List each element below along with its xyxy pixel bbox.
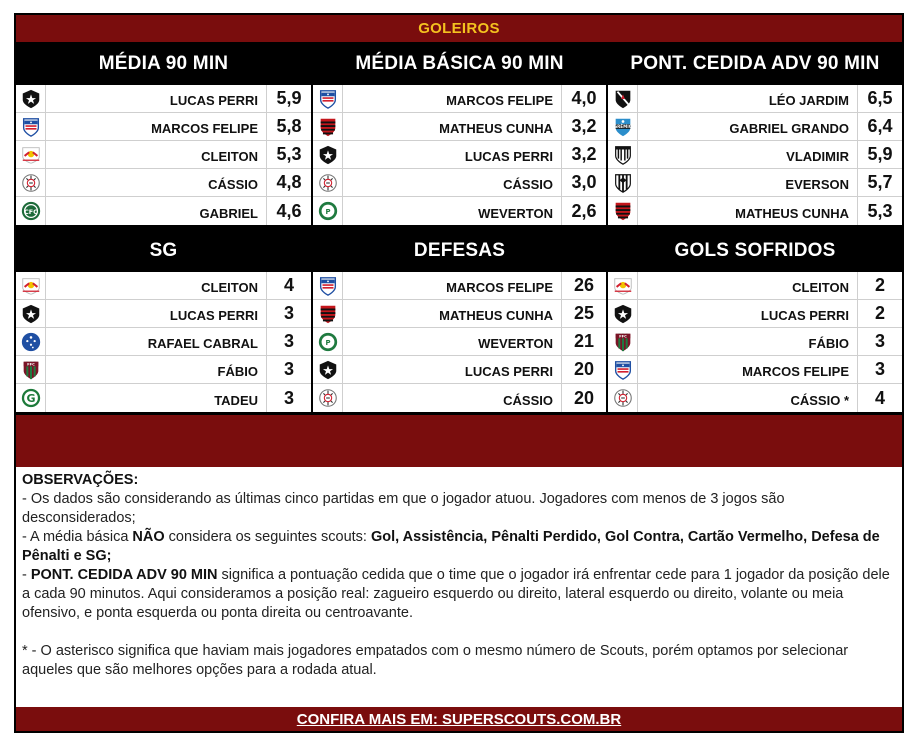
corinthians-crest-icon: [313, 384, 343, 412]
panel-header: MÉDIA BÁSICA 90 MIN: [355, 52, 564, 74]
superscouts-link[interactable]: CONFIRA MAIS EM: SUPERSCOUTS.COM.BR: [296, 710, 622, 728]
player-row: [313, 113, 606, 141]
player-name: EVERSON: [785, 177, 849, 192]
player-name: GABRIEL: [199, 205, 258, 221]
player-row: [313, 328, 606, 356]
player-stat-value: 3: [857, 356, 902, 383]
player-row: [16, 113, 311, 141]
coritiba-crest-icon: [16, 197, 46, 225]
observations: [16, 467, 902, 707]
stats-panel: [16, 42, 311, 225]
corinthians-crest-icon: [16, 169, 46, 196]
panel-header: MÉDIA 90 MIN: [98, 52, 229, 74]
player-stat-value: 3: [266, 356, 311, 383]
bragantino-crest-icon: [608, 272, 638, 299]
botafogo-crest-icon: [608, 300, 638, 327]
atletico-mg-crest-icon: [608, 169, 638, 196]
player-name: LÉO JARDIM: [768, 93, 849, 108]
player-row: [608, 384, 902, 412]
observation-3: - PONT. CEDIDA ADV 90 MIN significa a pontuação cedida que o time que o jogador irá enfrentar cede para 1 jogador da posição dele a cada 90 minutos. Aqui consideramos a posição real: zagueiro esquerdo ou direito, lateral esquerdo ou direito, volante ou meia ofensivo, e ponta esquerda ou ponta direita ou centroavante.: [22, 567, 890, 621]
panel-header: PONT. CEDIDA ADV 90 MIN: [630, 52, 880, 74]
player-name: FÁBIO: [217, 364, 258, 379]
player-name: MARCOS FELIPE: [446, 280, 553, 295]
observation-4: * - O asterisco significa que haviam mais jogadores empatados com o mesmo número de Scouts, porém optamos por selecionar aqueles que são melhores opções para a rodada atual.: [22, 643, 849, 678]
player-stat-value: 3: [266, 328, 311, 355]
player-name: VLADIMIR: [786, 149, 849, 164]
bahia-crest-icon: [313, 85, 343, 112]
stats-panel: [608, 42, 902, 225]
bragantino-crest-icon: [16, 272, 46, 299]
panel-header: GOLS SOFRIDOS: [674, 239, 836, 261]
player-stat-value: 4,8: [266, 169, 311, 196]
player-row: [16, 197, 311, 225]
flamengo-crest-icon: [313, 113, 343, 140]
panel-rows: [313, 85, 606, 225]
stats-panel: [313, 42, 606, 225]
player-row: [313, 169, 606, 197]
gremio-crest-icon: [608, 113, 638, 140]
player-row: [313, 300, 606, 328]
player-row: [16, 328, 311, 356]
panel-header: SG: [149, 239, 178, 261]
player-row: [608, 328, 902, 356]
player-name: GABRIEL GRANDO: [729, 121, 849, 136]
player-name: CLEITON: [792, 280, 849, 295]
player-stat-value: 3: [266, 384, 311, 412]
palmeiras-crest-icon: [313, 328, 343, 355]
panel-rows: [608, 272, 902, 412]
player-name: MARCOS FELIPE: [742, 364, 849, 379]
svg-text:FFC: FFC: [26, 361, 35, 366]
stats-panel: [16, 229, 311, 412]
player-stat-value: 25: [561, 300, 606, 327]
player-name: LUCAS PERRI: [169, 308, 258, 323]
observations-heading: OBSERVAÇÕES:: [22, 472, 139, 488]
observation-2: - A média básica NÃO considera os seguintes scouts: Gol, Assistência, Pênalti Perdido, Gol Contra, Cartão Vermelho, Defesa de Pênalti e SG;: [22, 529, 880, 564]
player-row: [16, 356, 311, 384]
player-name: CÁSSIO *: [790, 392, 849, 408]
player-name: LUCAS PERRI: [464, 364, 553, 379]
svg-text:CFC: CFC: [23, 207, 38, 216]
player-row: [16, 85, 311, 113]
player-stat-value: 4: [266, 272, 311, 299]
player-name: TADEU: [214, 392, 258, 408]
bragantino-crest-icon: [16, 141, 46, 168]
player-row: [313, 356, 606, 384]
botafogo-crest-icon: [313, 141, 343, 168]
player-name: WEVERTON: [478, 205, 553, 221]
player-name: CÁSSIO: [503, 392, 553, 408]
player-stat-value: 4: [857, 384, 902, 412]
player-name: MATHEUS CUNHA: [735, 205, 849, 221]
player-row: [313, 141, 606, 169]
player-name: MATHEUS CUNHA: [439, 121, 553, 136]
player-stat-value: 4,0: [561, 85, 606, 112]
player-row: [608, 113, 902, 141]
fluminense-crest-icon: [608, 328, 638, 355]
player-row: [608, 197, 902, 225]
player-name: LUCAS PERRI: [169, 93, 258, 108]
player-name: RAFAEL CABRAL: [147, 336, 258, 351]
player-stat-value: 6,4: [857, 113, 902, 140]
observation-1: - Os dados são considerando as últimas cinco partidas em que o jogador atuou. Jogadores com menos de 3 jogos são desconsiderados;: [22, 491, 785, 526]
player-stat-value: 5,3: [266, 141, 311, 168]
panel-rows: [313, 272, 606, 412]
bahia-crest-icon: [313, 272, 343, 299]
player-stat-value: 20: [561, 384, 606, 412]
palmeiras-crest-icon: [313, 197, 343, 225]
player-name: CÁSSIO: [503, 177, 553, 192]
svg-text:G: G: [25, 392, 36, 406]
player-stat-value: 3: [266, 300, 311, 327]
player-stat-value: 6,5: [857, 85, 902, 112]
section-title: GOLEIROS: [16, 15, 902, 42]
player-name: MARCOS FELIPE: [151, 121, 258, 136]
player-stat-value: 21: [561, 328, 606, 355]
panel-rows: [16, 85, 311, 225]
player-row: [16, 300, 311, 328]
botafogo-crest-icon: [16, 300, 46, 327]
panel-header: DEFESAS: [413, 239, 506, 261]
player-stat-value: 3,2: [561, 113, 606, 140]
svg-text:P: P: [324, 338, 331, 347]
player-stat-value: 26: [561, 272, 606, 299]
player-name: MATHEUS CUNHA: [439, 308, 553, 323]
player-name: CLEITON: [201, 280, 258, 295]
player-name: CLEITON: [201, 149, 258, 164]
player-stat-value: 5,3: [857, 197, 902, 225]
flamengo-crest-icon: [313, 300, 343, 327]
player-stat-value: 4,6: [266, 197, 311, 225]
goalkeeper-stats-card: [14, 13, 904, 733]
player-row: [313, 384, 606, 412]
player-name: FÁBIO: [808, 336, 849, 351]
spacer-band: [16, 415, 902, 467]
player-stat-value: 3,2: [561, 141, 606, 168]
player-row: [608, 356, 902, 384]
player-stat-value: 2: [857, 272, 902, 299]
player-stat-value: 5,9: [266, 85, 311, 112]
player-stat-value: 3: [857, 328, 902, 355]
flamengo-crest-icon: [608, 197, 638, 225]
player-row: [313, 85, 606, 113]
player-row: [608, 300, 902, 328]
bahia-crest-icon: [16, 113, 46, 140]
svg-text:GRÊMIO: GRÊMIO: [613, 123, 632, 129]
player-row: [16, 169, 311, 197]
fluminense-crest-icon: [16, 356, 46, 383]
player-stat-value: 5,8: [266, 113, 311, 140]
player-name: MARCOS FELIPE: [446, 93, 553, 108]
player-row: [313, 197, 606, 225]
player-name: WEVERTON: [478, 336, 553, 351]
player-stat-value: 5,9: [857, 141, 902, 168]
player-stat-value: 20: [561, 356, 606, 383]
svg-text:P: P: [324, 207, 331, 216]
stats-panel: [608, 229, 902, 412]
cruzeiro-crest-icon: [16, 328, 46, 355]
footer-bar: [16, 707, 902, 731]
player-row: [608, 169, 902, 197]
panel-rows: [16, 272, 311, 412]
player-row: [313, 272, 606, 300]
vasco-crest-icon: [608, 85, 638, 112]
player-row: [608, 141, 902, 169]
player-name: CÁSSIO: [208, 177, 258, 192]
botafogo-crest-icon: [16, 85, 46, 112]
player-row: [16, 272, 311, 300]
player-row: [608, 272, 902, 300]
stats-panel: [313, 229, 606, 412]
goias-crest-icon: [16, 384, 46, 412]
player-name: LUCAS PERRI: [760, 308, 849, 323]
player-stat-value: 5,7: [857, 169, 902, 196]
bahia-crest-icon: [608, 356, 638, 383]
santos-crest-icon: [608, 141, 638, 168]
player-name: LUCAS PERRI: [464, 149, 553, 164]
player-stat-value: 2: [857, 300, 902, 327]
player-row: [16, 384, 311, 412]
botafogo-crest-icon: [313, 356, 343, 383]
player-stat-value: 3,0: [561, 169, 606, 196]
panel-rows: [608, 85, 902, 225]
player-row: [608, 85, 902, 113]
svg-text:FFC: FFC: [618, 333, 627, 338]
corinthians-crest-icon: [313, 169, 343, 196]
player-row: [16, 141, 311, 169]
corinthians-crest-icon: [608, 384, 638, 412]
player-stat-value: 2,6: [561, 197, 606, 225]
